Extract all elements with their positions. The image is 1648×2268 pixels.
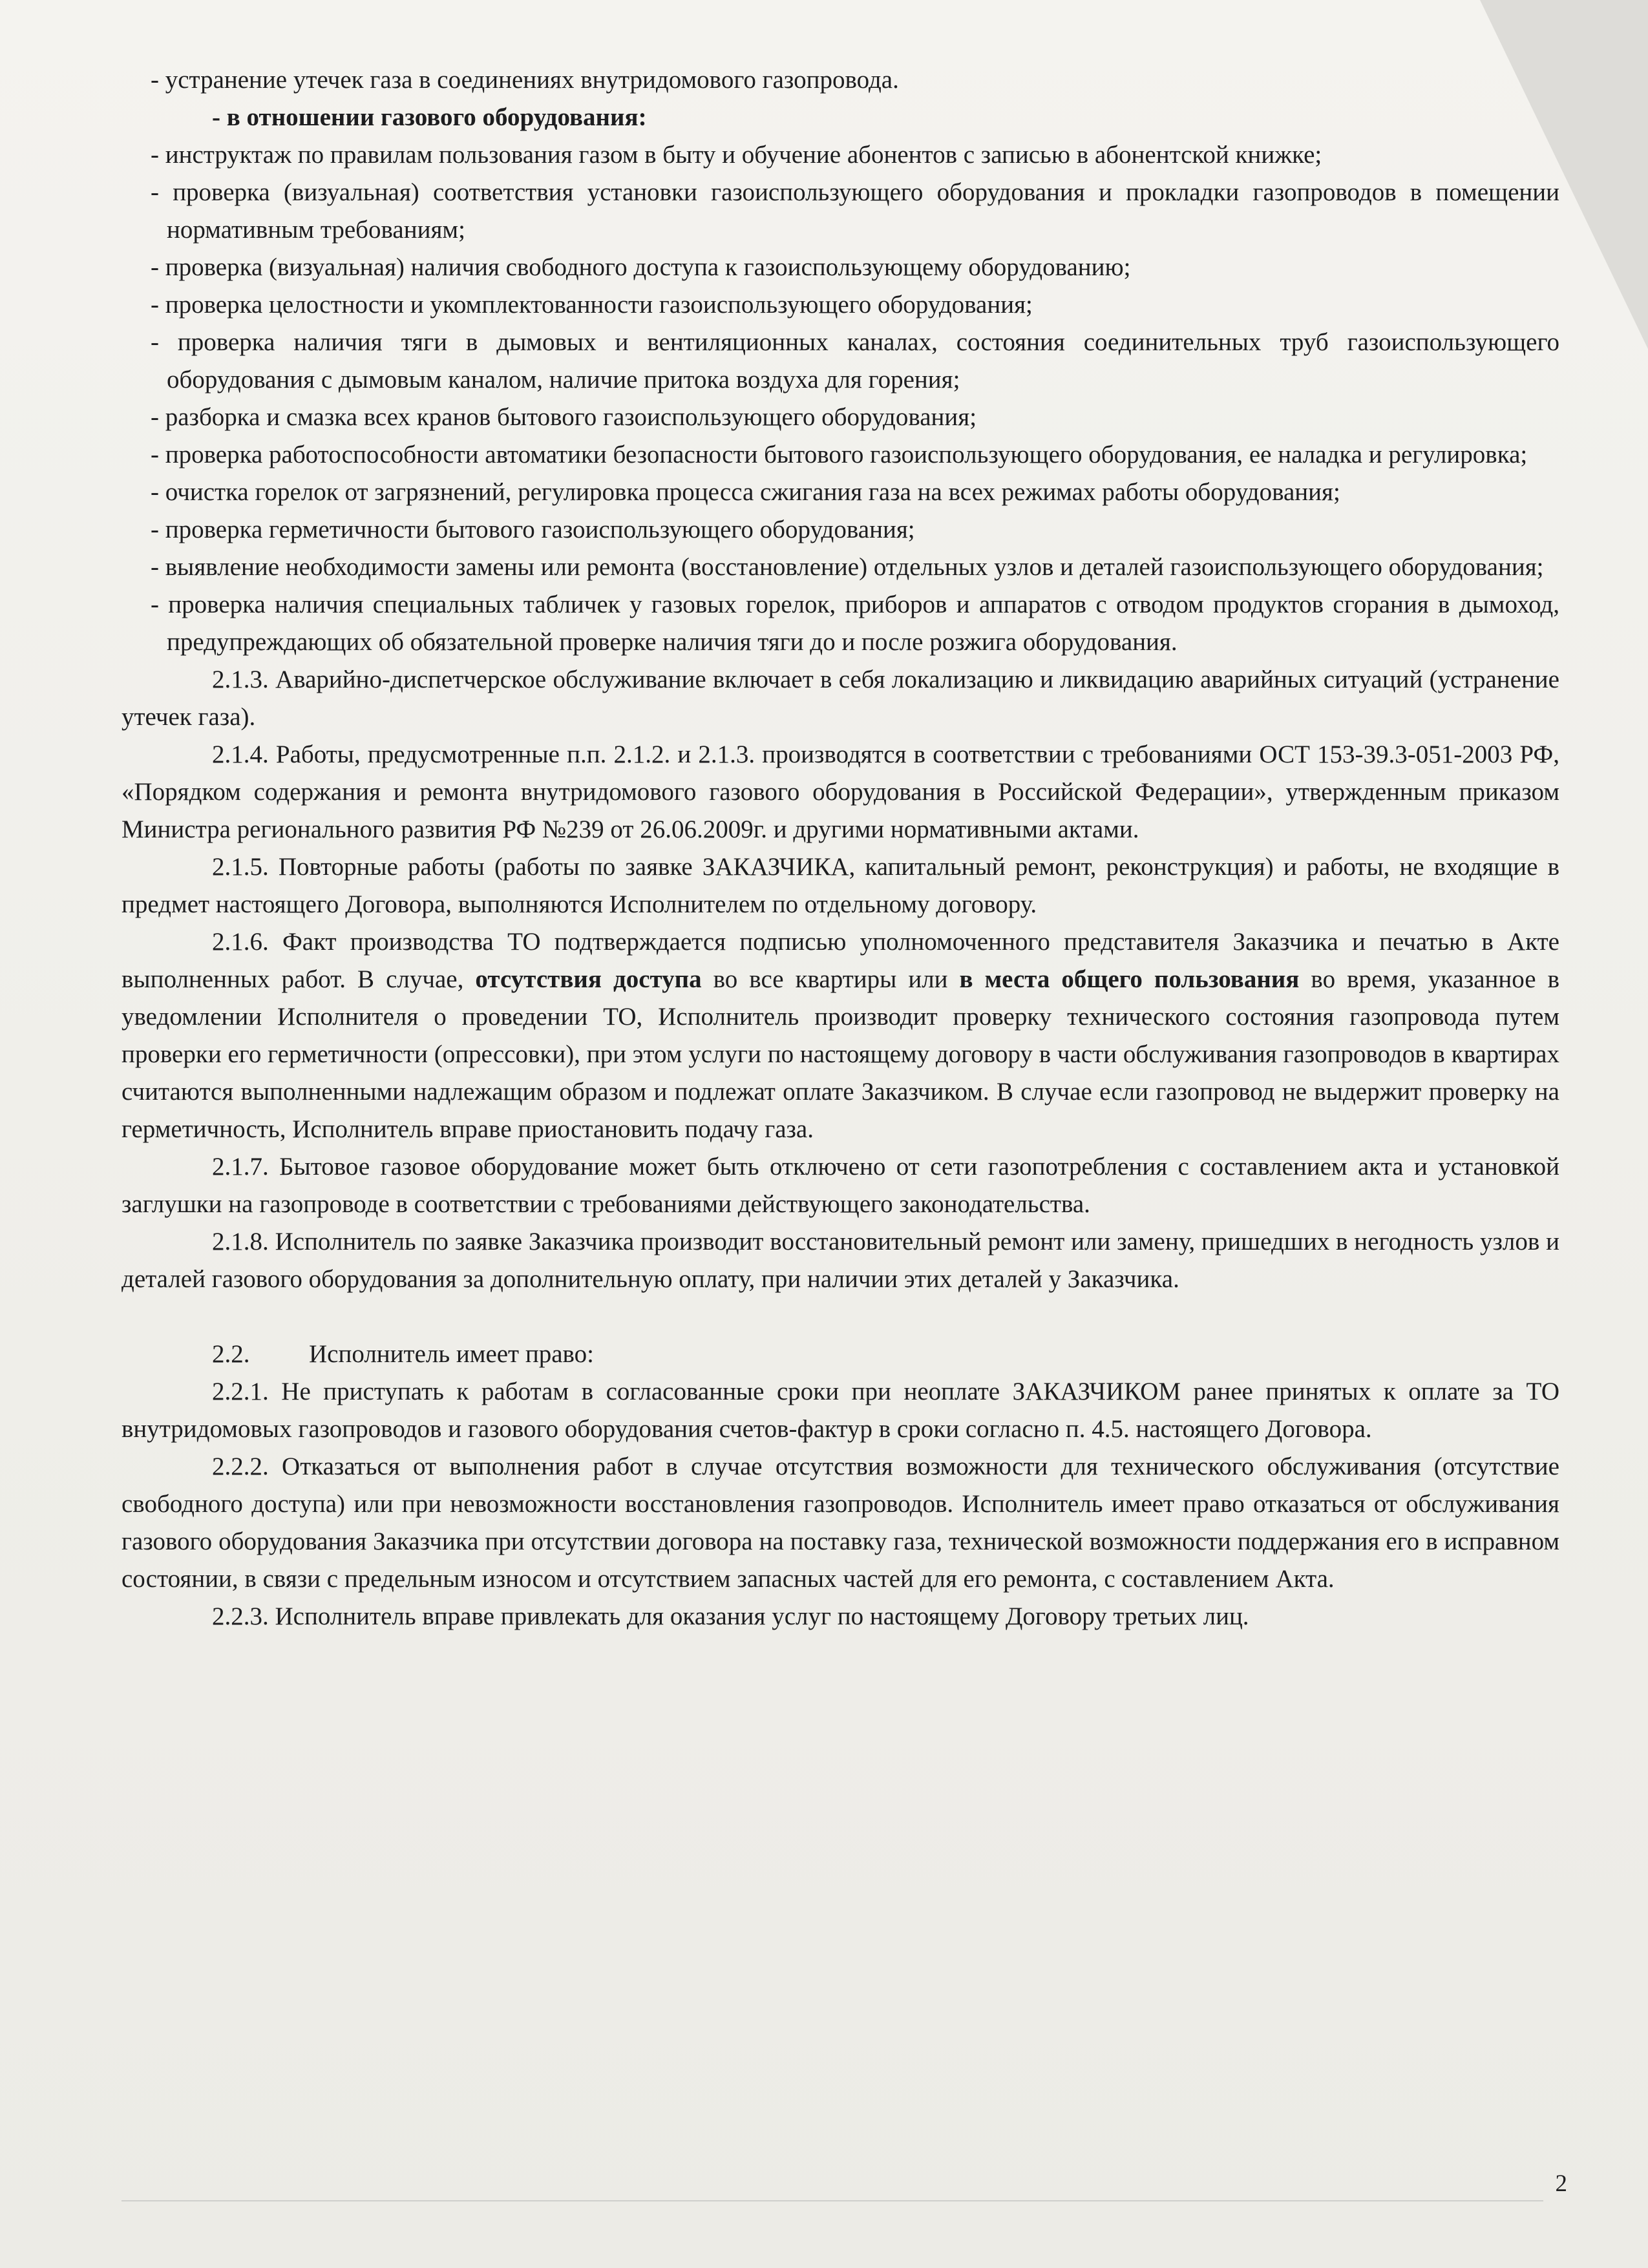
section-2-2-title: Исполнитель имеет право: [309,1340,595,1368]
section-2-2-number: 2.2. [212,1340,250,1368]
bullet-item: - проверка герметичности бытового газоиспользующего оборудования; [151,516,915,543]
paragraph-2-1-6-bold-2: в места общего пользования [959,965,1300,993]
paragraph-2-1-6-text-1: 2.1.6. Факт производства ТО подтверждается подписью уполномоченного представителя Заказчика и печатью в Акте выполненных работ. В случае, [121,928,1559,993]
paragraph-2-1-6-text-3: во время, указанное в уведомлении Исполнителя о проведении ТО, Исполнитель производит проверку технического состояния газопровода путем проверки его герметичности (опрессовки), при этом услуги по настоящему договору в части обслуживания газопроводов в квартирах считаются выполненными надлежащим образом и подлежат оплате Заказчиком. В случае если газопровод не выдержит проверку на герметичность, Исполнитель вправе приостановить подачу газа. [121,965,1559,1143]
footer-rule [121,2200,1543,2201]
section-2-2-heading [121,1336,1559,1373]
paragraph-2-1-5: 2.1.5. Повторные работы (работы по заявке ЗАКАЗЧИКА, капитальный ремонт, реконструкция) и работы, не входящие в предмет настоящего Договора, выполняются Исполнителем по отдельному договору. [121,853,1559,918]
paragraph-2-1-3: 2.1.3. Аварийно-диспетчерское обслуживание включает в себя локализацию и ликвидацию аварийных ситуаций (устранение утечек газа). [121,666,1559,731]
paragraph-2-1-8: 2.1.8. Исполнитель по заявке Заказчика производит восстановительный ремонт или замену, пришедших в негодность узлов и деталей газового оборудования за дополнительную оплату, при наличии этих деталей у Заказчика. [121,1228,1559,1293]
bullet-item: - инструктаж по правилам пользования газом в быту и обучение абонентов с записью в абонентской книжке; [151,141,1322,169]
document-body [121,61,1559,1635]
subsection-heading-text: - в отношении газового оборудования: [212,103,647,131]
paragraph-2-1-6 [121,923,1559,1148]
bullet-item: - проверка целостности и укомплектованности газоиспользующего оборудования; [151,291,1033,319]
paragraph-2-2-1: 2.2.1. Не приступать к работам в согласованные сроки при неоплате ЗАКАЗЧИКОМ ранее принятых к оплате за ТО внутридомовых газопроводов и газового оборудования счетов-фактур в сроки согласно п. 4.5. настоящего Договора. [121,1378,1559,1443]
paragraph-2-1-7: 2.1.7. Бытовое газовое оборудование может быть отключено от сети газопотребления с составлением акта и установкой заглушки на газопроводе в соответствии с требованиями действующего законодательства. [121,1153,1559,1218]
paragraph-2-1-6-text-2: во все квартиры или [701,965,960,993]
bullet-item: - выявление необходимости замены или ремонта (восстановление) отдельных узлов и деталей газоиспользующего оборудования; [151,553,1544,581]
bullet-item: - проверка работоспособности автоматики безопасности бытового газоиспользующего оборудования, ее наладка и регулировка; [151,441,1528,468]
bullet-gas-leak: - устранение утечек газа в соединениях внутридомового газопровода. [151,66,899,94]
bullet-item: - проверка (визуальная) соответствия установки газоиспользующего оборудования и прокладки газопроводов в помещении нормативным требованиям; [151,178,1559,244]
bullet-item: - проверка наличия специальных табличек у газовых горелок, приборов и аппаратов с отводом продуктов сгорания в дымоход, предупреждающих об обязательной проверке наличия тяги до и после розжига оборудования. [151,591,1559,656]
subsection-heading [121,99,1559,136]
paragraph-2-2-2: 2.2.2. Отказаться от выполнения работ в случае отсутствия возможности для технического обслуживания (отсутствие свободного доступа) или при невозможности восстановления газопроводов. Исполнитель имеет право отказаться от обслуживания газового оборудования Заказчика при отсутствии договора на поставку газа, технической возможности поддержания его в исправном состоянии, в связи с предельным износом и отсутствием запасных частей для его ремонта, с составлением Акта. [121,1453,1559,1593]
bullet-item: - проверка наличия тяги в дымовых и вентиляционных каналах, состояния соединительных труб газоиспользующего оборудования с дымовым каналом, наличие притока воздуха для горения; [151,328,1559,394]
paragraph-2-2-3: 2.2.3. Исполнитель вправе привлекать для оказания услуг по настоящему Договору третьих лиц. [212,1602,1249,1630]
page-number: 2 [1555,2170,1567,2197]
bullet-item: - очистка горелок от загрязнений, регулировка процесса сжигания газа на всех режимах работы оборудования; [151,478,1340,506]
paragraph-2-1-4: 2.1.4. Работы, предусмотренные п.п. 2.1.2. и 2.1.3. производятся в соответствии с требованиями ОСТ 153-39.3-051-2003 РФ, «Порядком содержания и ремонта внутридомового газового оборудования в Российской Федерации», утвержденным приказом Министра регионального развития РФ №239 от 26.06.2009г. и другими нормативными актами. [121,740,1559,843]
paragraph-2-1-6-bold-1: отсутствия доступа [475,965,702,993]
spacer [121,1298,1559,1336]
bullet-item: - разборка и смазка всех кранов бытового газоиспользующего оборудования; [151,403,977,431]
bullet-item: - проверка (визуальная) наличия свободного доступа к газоиспользующему оборудованию; [151,253,1131,281]
